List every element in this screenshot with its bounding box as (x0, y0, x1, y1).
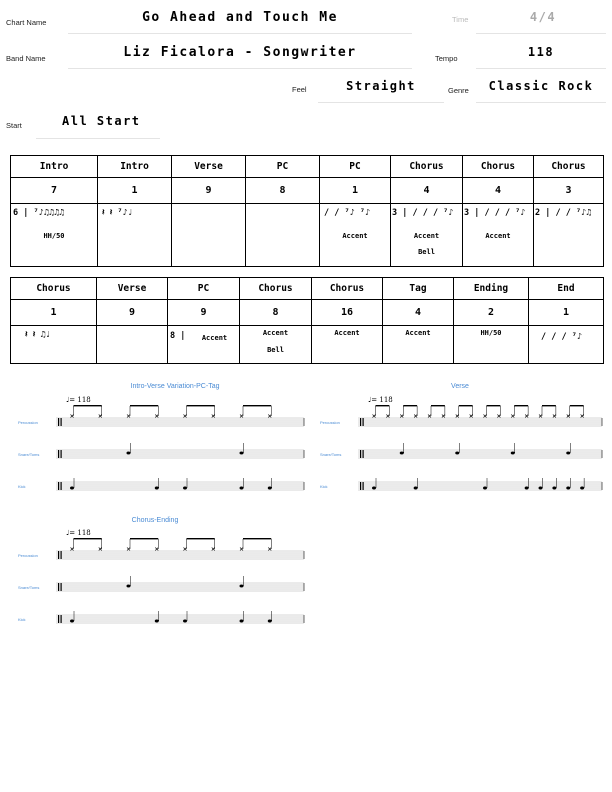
rhythm-cell (11, 204, 98, 267)
note-beam (514, 405, 528, 406)
clef-bar (61, 583, 62, 591)
tempo-mark: ♩= 118 (368, 396, 393, 404)
kick-note (240, 620, 244, 623)
clef-bar (58, 482, 59, 490)
clef-bar (363, 450, 364, 458)
instrument-label: Kick (18, 484, 26, 489)
bar-count: 9 (97, 300, 168, 326)
note-beam (570, 405, 584, 406)
annotation-text: Accent (262, 329, 289, 337)
rhythm-cell (97, 326, 168, 364)
drum-staff-c (18, 525, 308, 630)
rhythm-cell (391, 204, 463, 267)
chart-name-label: Chart Name (6, 18, 47, 27)
note-beam (243, 405, 271, 406)
snare-note (511, 452, 515, 455)
bar-count: 4 (383, 300, 454, 326)
arrangement-grid-2 (10, 277, 604, 364)
drum-staff-b (320, 392, 606, 497)
rhythm-notation: 3 | / / / ⁷♪ (392, 208, 454, 218)
clef-bar (360, 418, 361, 426)
bar-count: 8 (240, 300, 312, 326)
feel-underline (318, 102, 444, 103)
snare-note (240, 452, 244, 455)
snare-note (127, 452, 131, 455)
rhythm-notation: 3 | / / / ⁷♪ (464, 208, 526, 218)
annotation-text: Accent (334, 329, 360, 337)
note-beam (459, 405, 473, 406)
clef-bar (58, 418, 59, 426)
kick-note (268, 620, 272, 623)
instrument-label: Snare/Toms (320, 452, 342, 457)
bar-count: 1 (529, 300, 604, 326)
tempo-label: Tempo (435, 54, 458, 63)
genre-label: Genre (448, 86, 469, 95)
kick-note (155, 487, 159, 490)
arrangement-grid-1 (10, 155, 604, 267)
clef-bar (58, 450, 59, 458)
chart-name-underline (68, 33, 412, 34)
bar-count: 7 (11, 178, 98, 204)
snare-note (240, 585, 244, 588)
kick-note (414, 487, 418, 490)
rhythm-notation: 6 | ⁷♪♫♫♫♫ (13, 208, 65, 218)
note-beam (403, 405, 417, 406)
section-name: Tag (383, 278, 454, 300)
kick-note (552, 487, 556, 490)
annotation-text: Accent (485, 232, 511, 240)
start-underline (36, 138, 160, 139)
rhythm-notation: 8 | (170, 331, 186, 341)
kick-note (183, 620, 187, 623)
rhythm-notation: 𝄽 𝄽 ⁷♪♩ (102, 208, 133, 218)
rhythm-cell (320, 204, 391, 267)
annotation-text: Accent (413, 232, 440, 240)
clef-bar (363, 418, 364, 426)
bar-count: 16 (312, 300, 383, 326)
genre-field[interactable]: Classic Rock (488, 79, 594, 93)
note-beam (74, 405, 102, 406)
kick-note (483, 487, 487, 490)
section-name: Verse (97, 278, 168, 300)
instrument-label: Kick (320, 484, 328, 489)
annotation-text: Accent (342, 232, 368, 240)
section-name: Chorus (312, 278, 383, 300)
section-name: Intro (98, 156, 172, 178)
clef-bar (61, 418, 62, 426)
clef-bar (61, 482, 62, 490)
section-name: Chorus (240, 278, 312, 300)
instrument-label: Percussion (18, 420, 38, 425)
rhythm-notation: 𝄽 𝄽 ♫♩ (25, 330, 51, 340)
start-field[interactable]: All Start (62, 114, 141, 128)
bar-count: 3 (534, 178, 604, 204)
note-beam (431, 405, 445, 406)
rhythm-cell (454, 326, 529, 364)
note-beam (130, 405, 158, 406)
section-name: PC (320, 156, 391, 178)
rhythm-cell (534, 204, 604, 267)
instrument-label: Kick (18, 617, 26, 622)
annotation-text: Bell (267, 346, 284, 354)
chart-name-field[interactable]: Go Ahead and Touch Me (142, 10, 338, 25)
bar-count: 2 (454, 300, 529, 326)
clef-bar (363, 482, 364, 490)
kick-note (240, 487, 244, 490)
annotation-text: Accent (405, 329, 431, 337)
staff-title: Chorus-Ending (131, 517, 179, 524)
time-label: Time (452, 15, 469, 24)
tempo-mark: ♩= 118 (66, 396, 91, 404)
bar-count: 9 (172, 178, 246, 204)
section-name: Verse (172, 156, 246, 178)
snare-note (455, 452, 459, 455)
bar-count: 1 (98, 178, 172, 204)
snare-note (566, 452, 570, 455)
rhythm-cell (240, 326, 312, 364)
bar-count: 4 (463, 178, 534, 204)
kick-note (566, 487, 570, 490)
drum-staff-a (18, 392, 308, 497)
instrument-label: Percussion (320, 420, 340, 425)
tempo-underline (476, 68, 606, 69)
time-field[interactable]: 4/4 (529, 10, 557, 24)
kick-note (268, 487, 272, 490)
time-underline (476, 33, 606, 34)
section-name: PC (246, 156, 320, 178)
rhythm-cell (11, 326, 97, 364)
feel-field[interactable]: Straight (346, 79, 416, 93)
clef-bar (360, 482, 361, 490)
bar-count: 8 (246, 178, 320, 204)
note-beam (74, 538, 102, 539)
staff-title: Intro-Verse Variation-PC-Tag (130, 383, 220, 390)
instrument-label: Snare/Toms (18, 585, 40, 590)
band-name-underline (68, 68, 412, 69)
kick-note (525, 487, 529, 490)
note-beam (243, 538, 271, 539)
section-name: Ending (454, 278, 529, 300)
annotation-text: HH/50 (480, 329, 502, 337)
start-label: Start (6, 121, 22, 130)
clef-bar (58, 615, 59, 623)
staff-title: Verse (451, 383, 469, 390)
section-name: Chorus (11, 278, 97, 300)
rhythm-cell (463, 204, 534, 267)
section-name: PC (168, 278, 240, 300)
rhythm-notation: / / / ⁷♪ (541, 332, 582, 342)
annotation-text: Bell (418, 248, 435, 256)
kick-note (539, 487, 543, 490)
snare-note (400, 452, 404, 455)
instrument-label: Percussion (18, 553, 38, 558)
clef-bar (61, 551, 62, 559)
clef-bar (61, 615, 62, 623)
note-beam (542, 405, 556, 406)
kick-note (580, 487, 584, 490)
section-name: Chorus (534, 156, 604, 178)
kick-note (183, 487, 187, 490)
rhythm-notation: / / ⁷♪ ⁷♪ (324, 208, 371, 218)
clef-bar (360, 450, 361, 458)
rhythm-cell (312, 326, 383, 364)
feel-label: Feel (292, 85, 307, 94)
bar-count: 1 (11, 300, 97, 326)
rhythm-cell (168, 326, 240, 364)
snare-note (127, 585, 131, 588)
kick-note (155, 620, 159, 623)
kick-note (372, 487, 376, 490)
clef-bar (58, 583, 59, 591)
rhythm-cell (383, 326, 454, 364)
section-name: End (529, 278, 604, 300)
rhythm-notation: 2 | / / ⁷♪♫ (535, 208, 592, 218)
clef-bar (58, 551, 59, 559)
bar-count: 1 (320, 178, 391, 204)
bar-count: 4 (391, 178, 463, 204)
clef-bar (61, 450, 62, 458)
instrument-label: Snare/Toms (18, 452, 40, 457)
annotation-text: Accent (201, 334, 228, 342)
tempo-mark: ♩= 118 (66, 529, 91, 537)
rhythm-cell (529, 326, 604, 364)
note-beam (376, 405, 390, 406)
note-beam (487, 405, 501, 406)
rhythm-cell (172, 204, 246, 267)
section-name: Intro (11, 156, 98, 178)
section-name: Chorus (463, 156, 534, 178)
annotation-text: HH/50 (43, 232, 65, 240)
rhythm-cell (246, 204, 320, 267)
rhythm-cell (98, 204, 172, 267)
tempo-field[interactable]: 118 (527, 45, 555, 59)
note-beam (187, 405, 215, 406)
genre-underline (476, 102, 606, 103)
kick-note (70, 620, 74, 623)
band-name-label: Band Name (6, 54, 46, 63)
band-name-field[interactable]: Liz Ficalora - Songwriter (123, 45, 357, 60)
note-beam (130, 538, 158, 539)
kick-note (70, 487, 74, 490)
note-beam (187, 538, 215, 539)
bar-count: 9 (168, 300, 240, 326)
section-name: Chorus (391, 156, 463, 178)
